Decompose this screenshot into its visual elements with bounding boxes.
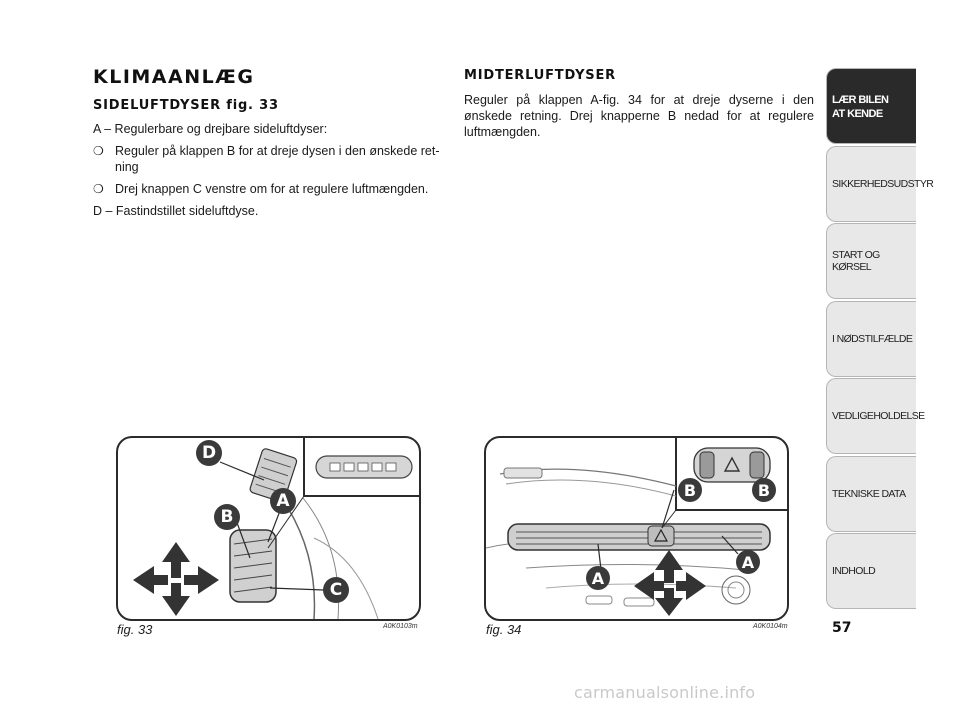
tab-laer-bilen-at-kende[interactable]	[826, 68, 916, 144]
section-title-side-vents: SIDELUFTDYSER fig. 33	[93, 98, 279, 113]
tab-label: VEDLIGEHOLDELSE	[832, 410, 925, 422]
tab-label: I NØDSTILFÆLDE	[832, 332, 913, 345]
left-column	[93, 66, 449, 225]
label-a-left: A	[586, 566, 610, 590]
side-vent-drawing	[118, 438, 419, 619]
tab-label: INDHOLD	[832, 565, 876, 577]
page-number: 57	[832, 620, 852, 636]
bullet-text: Reguler på klappen B for at dreje dysen i den ønskede ret-ning	[115, 144, 440, 174]
label-b-left: B	[678, 478, 702, 502]
tab-label: SIKKERHEDSUDSTYR	[832, 177, 934, 190]
tab-start-og-korsel[interactable]	[826, 223, 916, 299]
tab-tekniske-data[interactable]	[826, 456, 916, 532]
figure-33-code: A0K0103m	[383, 623, 418, 630]
tab-sikkerhedsudstyr[interactable]	[826, 146, 934, 222]
tab-label: TEKNISKE DATA	[832, 487, 906, 500]
tab-i-nodstilfaelde[interactable]	[826, 301, 916, 377]
figure-33-side-vent-illustration	[116, 436, 421, 621]
chapter-tabs	[826, 68, 934, 611]
bullet-circle-icon: ❍	[93, 144, 104, 158]
bullet-circle-icon: ❍	[93, 182, 104, 196]
list-item	[93, 143, 449, 175]
watermark: carmanualsonline.info	[574, 683, 756, 702]
outro-text: D – Fastindstillet sideluftdyse.	[93, 204, 259, 218]
intro-text: A – Regulerbare og drejbare sideluftdyser:	[93, 122, 328, 136]
right-column	[464, 66, 814, 146]
tab-label: LÆR BILEN AT KENDE	[832, 94, 889, 120]
label-a: A	[270, 488, 296, 514]
figure-34-code: A0K0104m	[753, 623, 788, 630]
list-item	[93, 181, 449, 197]
tab-label: START OG KØRSEL	[832, 249, 880, 273]
figure-34-center-vent-illustration	[484, 436, 789, 621]
section-title-center-vents: MIDTERLUFTDYSER	[464, 68, 616, 83]
label-d: D	[196, 440, 222, 466]
figure-34-caption: fig. 34	[486, 622, 522, 637]
label-a-right: A	[736, 550, 760, 574]
bullet-text: Drej knappen C venstre om for at regulere luftmængden.	[115, 182, 429, 196]
label-b-right: B	[752, 478, 776, 502]
label-c: C	[323, 577, 349, 603]
center-vents-text: Reguler på klappen A-fig. 34 for at dreje dyserne i den ønskede retning. Drej knapperne B nedad for at regulere luftmængden.	[464, 93, 814, 139]
tab-indhold[interactable]	[826, 533, 916, 609]
label-b: B	[214, 504, 240, 530]
tab-vedligeholdelse[interactable]	[826, 378, 925, 454]
center-vent-drawing	[486, 438, 787, 619]
page-title: KLIMAANLÆG	[93, 66, 255, 88]
figure-33-caption: fig. 33	[117, 622, 153, 637]
